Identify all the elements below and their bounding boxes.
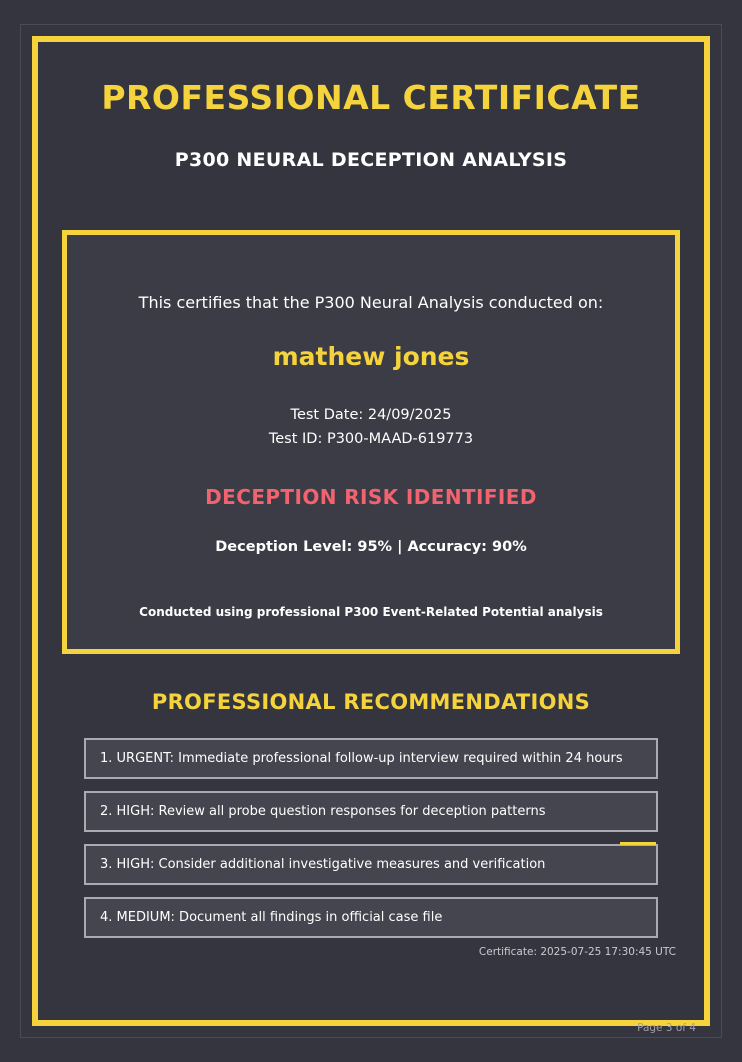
recommendations-title: PROFESSIONAL RECOMMENDATIONS	[151, 690, 591, 714]
recommendation-text: 3. HIGH: Consider additional investigative measures and verification	[100, 857, 546, 872]
subject-name: mathew jones	[272, 342, 470, 371]
recommendation-text: 1. URGENT: Immediate professional follow-up interview required within 24 hours	[100, 751, 623, 766]
gold-accent-mark	[620, 842, 656, 845]
test-date: Test Date: 24/09/2025	[290, 407, 452, 423]
certificate-panel	[62, 230, 680, 654]
page-title: PROFESSIONAL CERTIFICATE	[101, 78, 641, 117]
list-item	[84, 897, 658, 938]
recommendation-text: 2. HIGH: Review all probe question responses for deception patterns	[100, 804, 546, 819]
deception-accuracy-line: Deception Level: 95% | Accuracy: 90%	[215, 539, 527, 555]
page-number: Page 3 of 4	[637, 1022, 696, 1034]
certificate-content	[44, 48, 698, 1014]
certifies-statement: This certifies that the P300 Neural Analysis conducted on:	[138, 293, 604, 312]
test-id: Test ID: P300-MAAD-619773	[268, 431, 474, 447]
recommendation-text: 4. MEDIUM: Document all findings in official case file	[100, 910, 443, 925]
list-item	[84, 791, 658, 832]
risk-status-banner: DECEPTION RISK IDENTIFIED	[205, 485, 537, 509]
page-subtitle: P300 NEURAL DECEPTION ANALYSIS	[174, 149, 568, 171]
certificate-timestamp: Certificate: 2025-07-25 17:30:45 UTC	[478, 946, 676, 958]
list-item	[84, 844, 658, 885]
method-note: Conducted using professional P300 Event-Related Potential analysis	[139, 605, 603, 619]
list-item	[84, 738, 658, 779]
recommendations-list	[62, 738, 680, 938]
